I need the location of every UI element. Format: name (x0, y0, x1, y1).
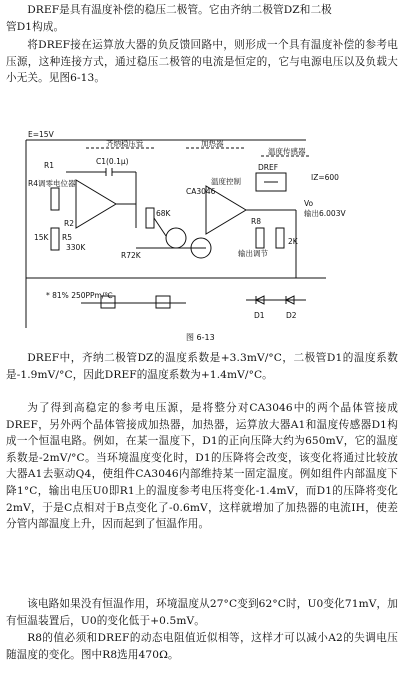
dref-label: DREF (258, 163, 279, 172)
adj-label: R4调零电位器 (28, 179, 76, 188)
vo-label: Vo (304, 199, 314, 208)
r68-label: 68K (156, 209, 171, 218)
r330k-label: 330K (66, 243, 86, 252)
r5-label: R5 (62, 233, 72, 242)
intro-line-2: 管D1构成。 (6, 20, 65, 33)
r2k2-label: 2K (288, 237, 298, 246)
ca-label: CA3046 (186, 187, 216, 196)
r272k-label: R72K (121, 251, 141, 260)
vo-value-label: 输出6.003V (304, 209, 346, 218)
body-paragraph-4: R8的值必须和DREF的动态电阻值近似相等，这样才可以减小A2的失调电压随温度的变化。图中R8选用470Ω。 (6, 632, 398, 661)
zener-label: 齐纳稳压管 (106, 139, 144, 148)
supply-label: E=15V (28, 130, 54, 139)
out-adj-label: 输出调节 (238, 249, 268, 258)
opamp-label: 温度控制 (211, 177, 241, 186)
heater-label: 加热器 (201, 139, 224, 148)
r1-label: R1 (44, 161, 54, 170)
body-paragraph-2: 为了得到高稳定的参考电压源，是将整分对CA3046中的两个晶体管接成DREF，另外两个晶体管接成加热器，加热器，运算放大器A1和温度传感器D1构成一个恒温电路。例如，在某一温度下，D1的正向压降大约为650mV，它的温度系数是-2mV/°C。当环境温度变化时，D1的压降将会改变，该变化将通过比较放大器A1去驱动Q4，使组件CA3046内部维持某一固定温度。例如组件内部温度下降1°C，输出电压U0即R1上的温度参考电压将变化-1.4mV，而D1的压降将变化2mV，于是C点相对于B点变化了-0.6mV，这样就增加了加热器的电流IH，使差分管内部温度上升，因而起到了恒温作用。 (6, 402, 398, 531)
iz-label: IZ=600 (311, 173, 339, 182)
r8-label: R8 (251, 217, 261, 226)
r15k-label: 15K (34, 233, 49, 242)
sensor-label: 温度传感器 (268, 147, 306, 156)
note-label: * 81% 250PPm/℃ (46, 291, 113, 300)
d1-label: D1 (254, 311, 265, 320)
intro-line-1: DREF是具有温度补偿的稳压二极管。它由齐纳二极管DZ和二极 (27, 4, 332, 16)
figure-caption: 图 6-13 (186, 333, 215, 342)
r2-label: R2 (64, 219, 74, 228)
circuit-diagram (6, 128, 398, 344)
intro-paragraph-2: 将DREF接在运算放大器的负反馈回路中，则形成一个具有温度补偿的参考电压源，这种连接方式，通过稳压二极管的电流是恒定的，它与电源电压以及负载大小无关。见图6-13。 (6, 39, 398, 85)
body-paragraph-1: DREF中，齐纳二极管DZ的温度系数是+3.3mV/°C，二极管D1的温度系数是-1.9mV/°C，因此DREF的温度系数为+1.4mV/°C。 (6, 352, 398, 381)
c1-label: C1(0.1μ) (96, 157, 129, 166)
circuit-figure (6, 128, 398, 344)
intro-paragraph (6, 2, 398, 35)
body-paragraph-3: 该电路如果没有恒温作用，环境温度从27°C变到62°C时，U0变化71mV，加有恒温装置后，U0的变化低于+0.5mV。 (6, 598, 398, 627)
d2-label: D2 (286, 311, 297, 320)
